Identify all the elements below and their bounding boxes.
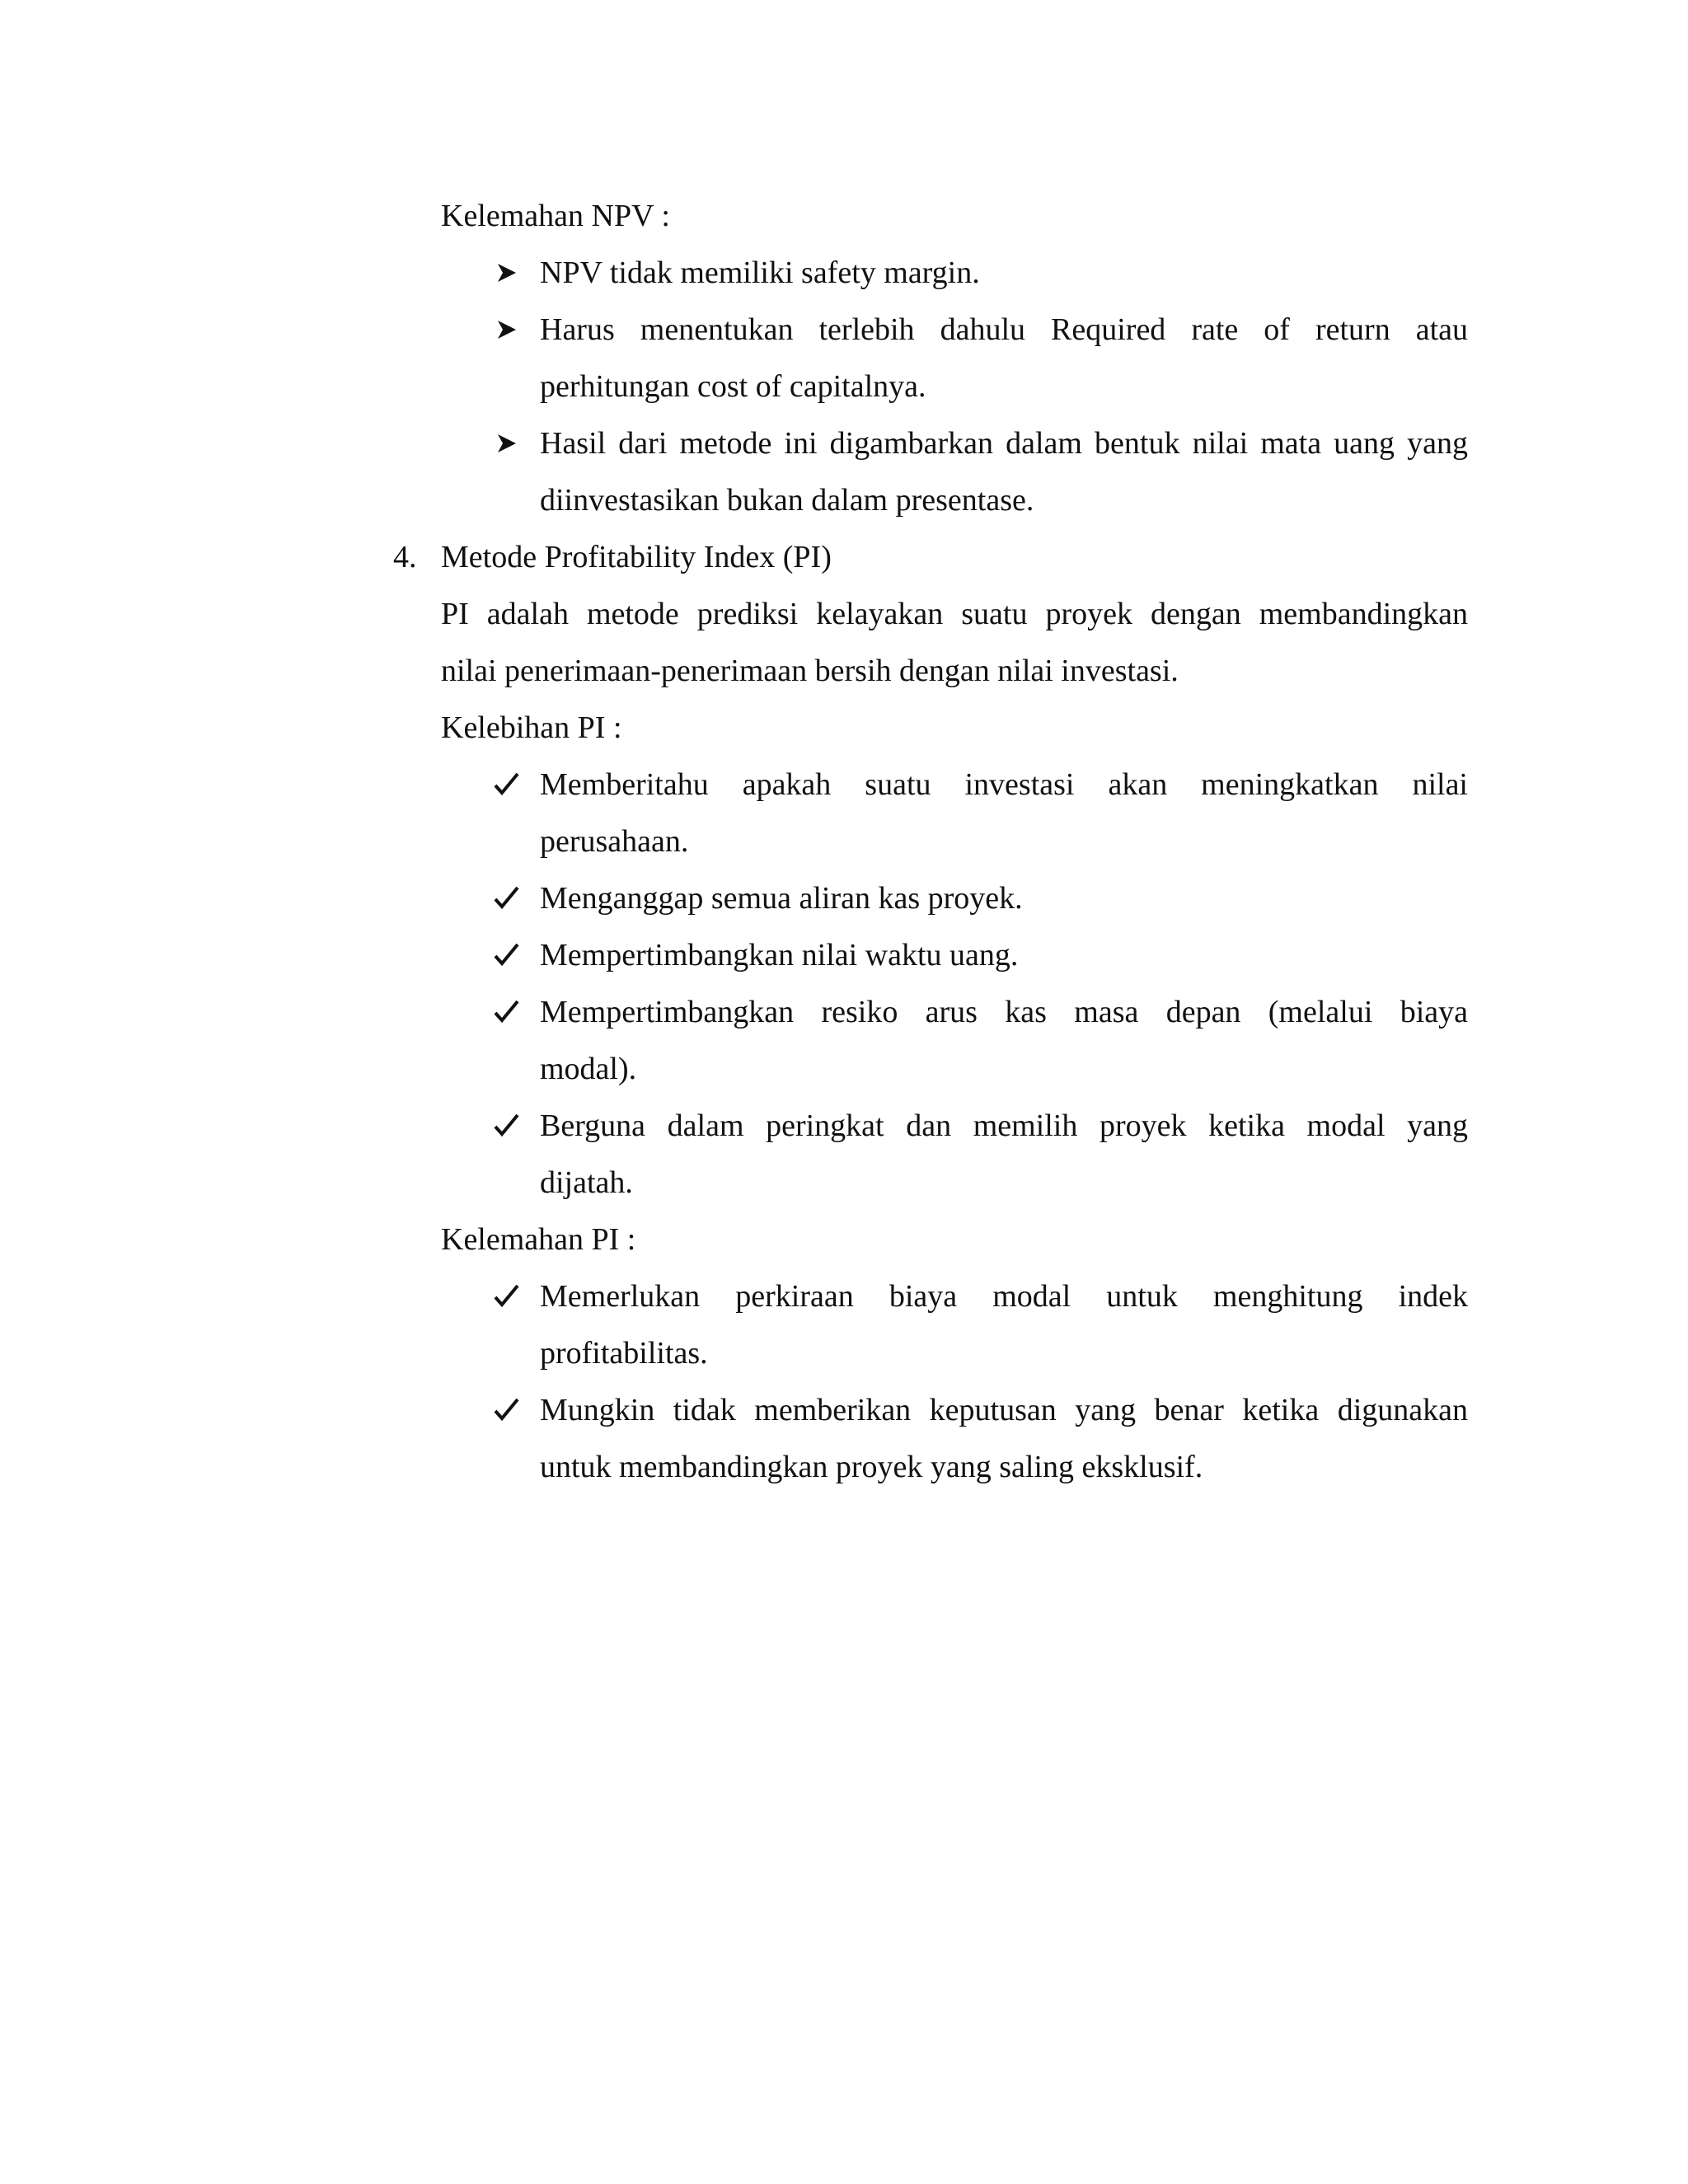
pi-strength-item-5-line-1: Berguna dalam peringkat dan memilih proyek ketika modal yang [540, 1108, 1468, 1143]
npv-weakness-item-1-line-1: NPV tidak memiliki safety margin. [540, 255, 980, 290]
checkmark-bullet-icon [493, 766, 521, 804]
checkmark-bullet-icon [493, 1107, 521, 1145]
definition-line-1: PI adalah metode prediksi kelayakan suatu proyek dengan membandingkan [441, 597, 1468, 631]
pi-weakness-item-2-line-2: untuk membandingkan proyek yang saling eksklusif. [540, 1450, 1203, 1484]
checkmark-bullet-icon [493, 879, 521, 917]
pi-strengths-heading: Kelebihan PI : [441, 710, 622, 745]
checkmark-bullet-icon [493, 1391, 521, 1429]
npv-weakness-heading: Kelemahan NPV : [441, 199, 670, 233]
pi-strength-item-3-line-1: Mempertimbangkan nilai waktu uang. [540, 938, 1019, 972]
npv-weakness-item-3-line-2: diinvestasikan bukan dalam presentase. [540, 483, 1034, 518]
pi-strength-item-4-line-1: Mempertimbangkan resiko arus kas masa depan (melalui biaya [540, 995, 1468, 1029]
arrowhead-bullet-icon [493, 254, 521, 292]
checkmark-bullet-icon [493, 936, 521, 974]
section-title: Metode Profitability Index (PI) [441, 540, 832, 574]
pi-weakness-item-1-line-1: Memerlukan perkiraan biaya modal untuk menghitung indek [540, 1279, 1468, 1314]
pi-strength-item-1-line-1: Memberitahu apakah suatu investasi akan meningkatkan nilai [540, 767, 1468, 802]
npv-weakness-item-2-line-1: Harus menentukan terlebih dahulu Required rate of return atau [540, 312, 1468, 347]
pi-weakness-item-2-line-1: Mungkin tidak memberikan keputusan yang benar ketika digunakan [540, 1393, 1468, 1427]
pi-weaknesses-heading: Kelemahan PI : [441, 1222, 636, 1257]
checkmark-bullet-icon [493, 993, 521, 1031]
pi-strength-item-4-line-2: modal). [540, 1052, 637, 1086]
pi-strength-item-1-line-2: perusahaan. [540, 824, 689, 859]
arrowhead-bullet-icon [493, 424, 521, 462]
section-number: 4. [393, 540, 417, 574]
definition-line-2: nilai penerimaan-penerimaan bersih dengan nilai investasi. [441, 654, 1179, 688]
pi-strength-item-5-line-2: dijatah. [540, 1165, 633, 1200]
npv-weakness-item-2-line-2: perhitungan cost of capitalnya. [540, 369, 926, 404]
pi-weakness-item-1-line-2: profitabilitas. [540, 1336, 708, 1371]
checkmark-bullet-icon [493, 1277, 521, 1315]
npv-weakness-item-3-line-1: Hasil dari metode ini digambarkan dalam bentuk nilai mata uang yang [540, 426, 1468, 461]
arrowhead-bullet-icon [493, 311, 521, 349]
pi-strength-item-2-line-1: Menganggap semua aliran kas proyek. [540, 881, 1023, 916]
